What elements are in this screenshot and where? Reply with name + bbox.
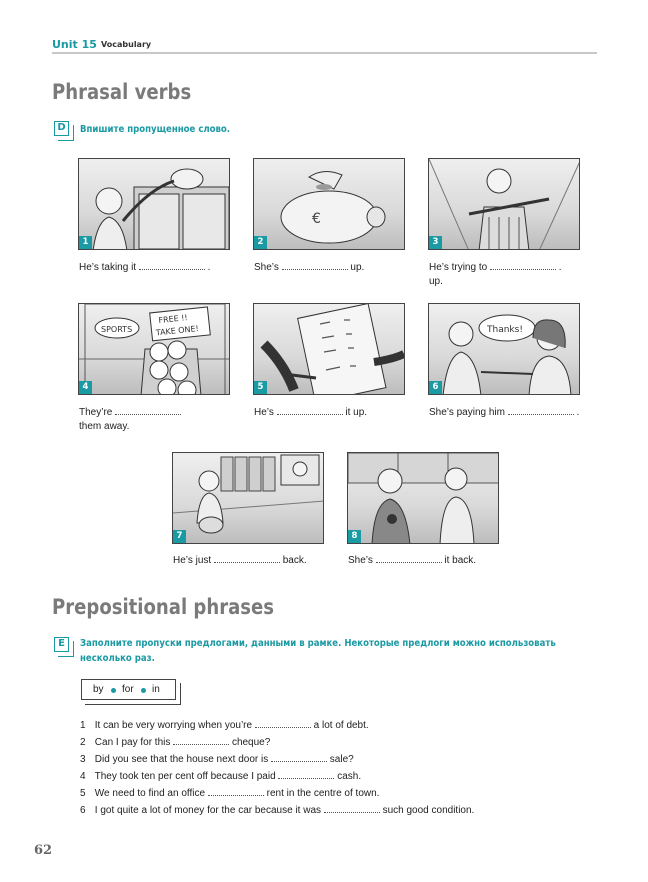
caption-text: up. [350,262,365,273]
exercise-e-instruction [80,636,556,666]
sign-free-line2: TAKE ONE! [155,323,200,338]
item-text: rent in the centre of town. [266,788,380,799]
picture-1 [78,158,230,250]
item-text: cash. [337,771,362,782]
picture-4 [78,303,230,395]
exercise-d-letter: D [54,121,69,136]
item-text: such good condition. [382,805,475,816]
caption-4-line2: them away. [79,421,130,432]
section-label: Vocabulary [101,40,152,49]
answer-gap[interactable] [115,407,181,415]
answer-gap[interactable] [490,262,556,270]
word-box [81,679,176,700]
answer-gap[interactable] [277,407,343,415]
sentence-2 [80,736,270,750]
picture-5 [253,303,405,395]
answer-gap[interactable] [255,720,311,728]
sentence-3 [80,753,354,767]
picture-number: 1 [79,236,92,249]
item-text: Can I pay for this [94,737,171,748]
caption-7 [173,554,307,568]
item-number: 6 [80,805,86,816]
sentence-5 [80,787,379,801]
word-for: for [122,684,134,695]
answer-gap[interactable] [139,262,205,270]
picture-number: 2 [254,236,267,249]
item-number: 5 [80,788,86,799]
bubble-thanks: Thanks! [487,325,523,335]
answer-gap[interactable] [173,737,229,745]
exercise-e-letter: E [54,637,69,652]
sign-sports: SPORTS [101,325,133,334]
caption-4 [79,406,181,420]
item-number: 3 [80,754,86,765]
caption-3-line2: up. [429,276,443,287]
caption-text: He’s [254,407,274,418]
picture-6 [428,303,580,395]
svg-text:€: € [312,211,321,227]
picture-number: 6 [429,381,442,394]
caption-text: He’s taking it [79,262,137,273]
word-by: by [93,684,104,695]
item-text: I got quite a lot of money for the car because it was [94,805,322,816]
caption-text: They’re [79,407,113,418]
answer-gap[interactable] [376,555,442,563]
caption-text: She’s [254,262,279,273]
answer-gap[interactable] [508,407,574,415]
picture-number: 7 [173,530,186,543]
item-text: sale? [329,754,354,765]
answer-gap[interactable] [214,555,280,563]
picture-8 [347,452,499,544]
caption-text: He’s trying to [429,262,488,273]
bullet-icon [141,688,146,693]
item-number: 2 [80,737,86,748]
caption-text: . [207,262,211,273]
caption-text: . [576,407,580,418]
picture-number: 5 [254,381,267,394]
picture-number: 4 [79,381,92,394]
item-number: 1 [80,720,86,731]
caption-text: . [558,262,562,273]
bullet-icon [111,688,116,693]
caption-2 [254,261,364,275]
page-number: 62 [34,843,53,858]
instruction-line: несколько раз. [80,653,155,664]
answer-gap[interactable] [324,805,380,813]
caption-5 [254,406,367,420]
caption-6 [429,406,579,420]
item-text: It can be very worrying when you’re [94,720,253,731]
sign-free-line1: FREE !! [158,313,189,326]
item-text: Did you see that the house next door is [94,754,269,765]
sentence-1 [80,719,369,733]
sentence-4 [80,770,361,784]
item-text: a lot of debt. [313,720,369,731]
caption-text: it up. [345,407,368,418]
caption-text: back. [282,555,307,566]
item-text: cheque? [231,737,271,748]
caption-text: She’s [348,555,373,566]
exercise-d-instruction: Впишите пропущенное слово. [80,124,231,135]
caption-3 [429,261,562,275]
picture-2 [253,158,405,250]
item-text: They took ten per cent off because I paid [94,771,276,782]
phrasal-verbs-title: Phrasal verbs [52,80,192,104]
item-text: We need to find an office [94,788,206,799]
caption-text: She’s paying him [429,407,505,418]
answer-gap[interactable] [271,754,327,762]
instruction-line: Заполните пропуски предлогами, данными в рамке. Некоторые предлоги можно использовать [80,638,556,649]
prepositional-phrases-title: Prepositional phrases [52,595,275,619]
picture-number: 8 [348,530,361,543]
item-number: 4 [80,771,86,782]
page-header [52,36,597,54]
picture-3 [428,158,580,250]
unit-label: Unit 15 [52,38,97,51]
sentence-6 [80,804,474,818]
answer-gap[interactable] [282,262,348,270]
picture-number: 3 [429,236,442,249]
caption-text: it back. [444,555,477,566]
caption-8 [348,554,476,568]
picture-7 [172,452,324,544]
caption-text: He’s just [173,555,212,566]
answer-gap[interactable] [208,788,264,796]
word-in: in [152,684,160,695]
caption-1 [79,261,210,275]
answer-gap[interactable] [278,771,334,779]
